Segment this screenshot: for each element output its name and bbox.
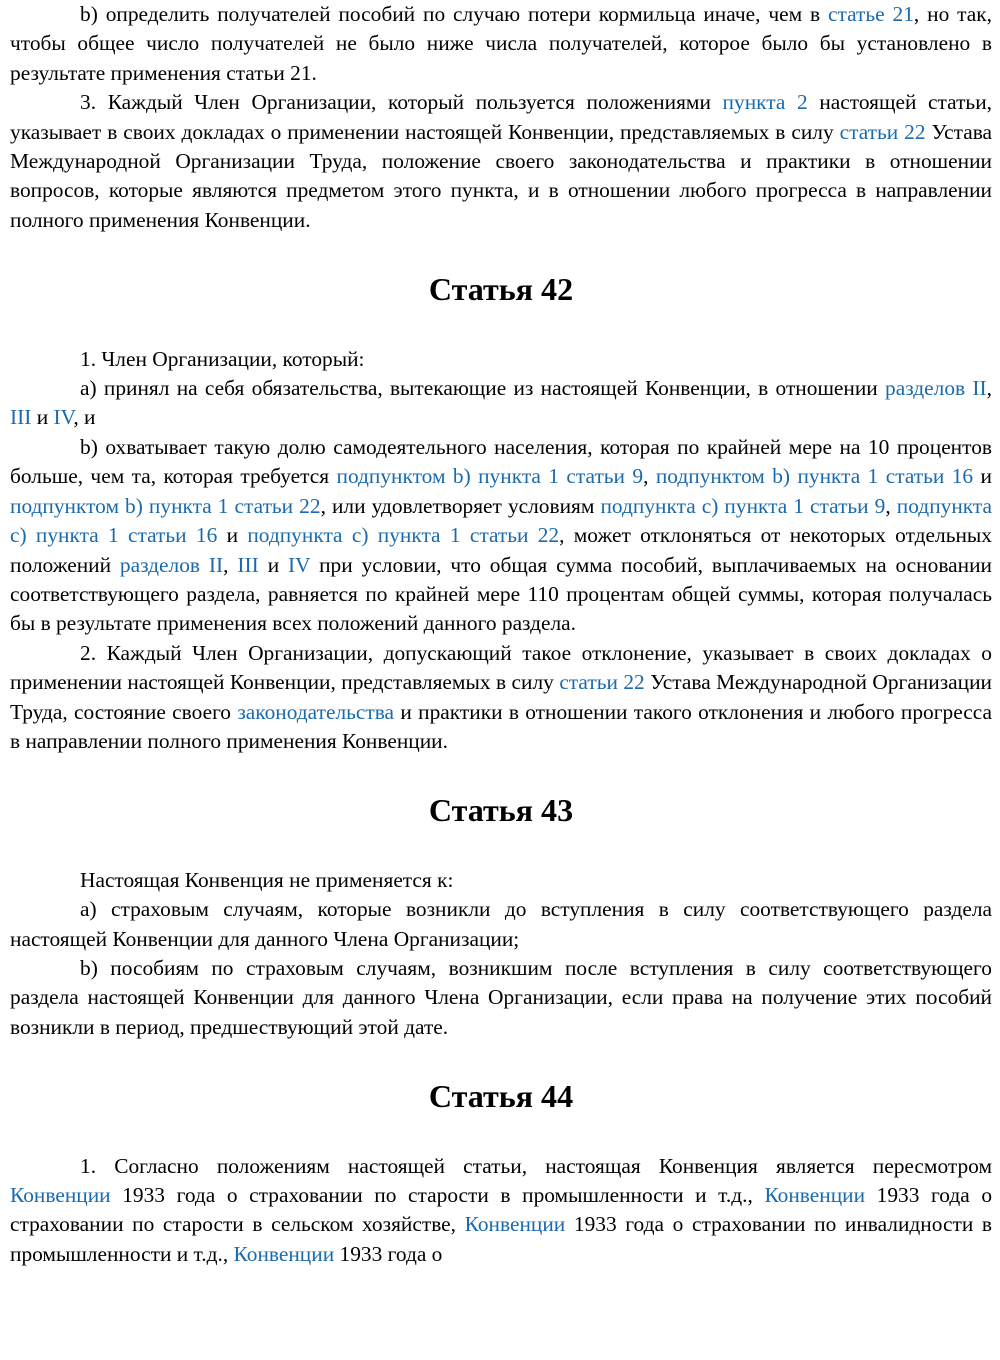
- spacer: [10, 826, 992, 866]
- text-run: a) страховым случаям, которые возникли до вступления в силу соответствующего раздела настоящей Конвенции для данного Члена Организации;: [10, 897, 992, 951]
- spacer: [10, 305, 992, 345]
- cross-reference-link[interactable]: III: [237, 552, 259, 577]
- cross-reference-link[interactable]: Конвенции: [233, 1241, 335, 1266]
- text-run: b) определить получателей пособий по случаю потери кормильца иначе, чем в: [80, 2, 828, 26]
- cross-reference-link[interactable]: законодательства: [237, 699, 395, 724]
- paragraph-43-b: [10, 954, 992, 1042]
- article-42-heading: Статья 42: [428, 271, 574, 308]
- cross-reference-link[interactable]: IV: [288, 552, 311, 577]
- text-run: b) охватывает такую долю самодеятельного населения, которая по крайней мере на 10 процентов больше, чем та, которая требуется: [10, 434, 992, 489]
- cross-reference-link[interactable]: статьи 22: [559, 670, 645, 695]
- text-run: 1933 года о: [334, 1241, 443, 1266]
- text-run: ,: [885, 493, 897, 518]
- text-run: , но так, чтобы общее число получателей не было ниже числа получателей, которое было бы установлено в результате применения статьи 21.: [10, 2, 992, 85]
- text-run: 1. Согласно положениям настоящей статьи, настоящая Конвенция является пересмотром: [80, 1153, 992, 1178]
- text-run: ,: [643, 464, 656, 489]
- text-run: 1933 года о страховании по старости в промышленности и т.д.,: [110, 1183, 765, 1207]
- cross-reference-link[interactable]: подпункта c) пункта 1 статьи 22: [247, 523, 560, 548]
- text-run: Устава Международной Организации Труда, состояние своего: [10, 670, 992, 724]
- text-run: b) пособиям по страховым случаям, возникшим после вступления в силу соответствующего раздела настоящей Конвенции для данного Члена Организации, если права на получение этих пособий возникли в период, предшествующий этой дате.: [10, 955, 992, 1039]
- spacer: [10, 235, 992, 275]
- paragraph-42-2: [10, 639, 992, 757]
- article-44-heading: Статья 44: [428, 1078, 574, 1115]
- cross-reference-link[interactable]: статье 21: [827, 2, 914, 26]
- text-run: и: [258, 552, 289, 577]
- text-run: 1933 года о страховании по старости в сельском хозяйстве,: [10, 1183, 993, 1237]
- text-run: при условии, что общая сумма пособий, выплачиваемых на основании соответствующего раздела, равняется по крайней мере 110 процентам общей суммы, которая получалась бы в результате применения всех положений данного раздела.: [10, 552, 992, 636]
- text-run: ,: [223, 552, 238, 577]
- text-run: , и: [73, 405, 96, 430]
- cross-reference-link[interactable]: пункта 2: [722, 90, 808, 115]
- cross-reference-link[interactable]: подпункта c) пункта 1 статьи 16: [10, 493, 992, 548]
- text-run: и: [973, 464, 992, 489]
- paragraph-41-3: [10, 88, 992, 235]
- paragraph-42-1b: [10, 433, 992, 639]
- spacer: [10, 756, 992, 796]
- text-run: и: [217, 523, 248, 548]
- text-run: , может отклоняться от некоторых отдельных положений: [10, 523, 992, 577]
- paragraph-44-1: [10, 1152, 992, 1270]
- text-run: 1. Член Организации, который:: [80, 346, 365, 371]
- text-run: 2. Каждый Член Организации, допускающий такое отклонение, указывает в своих докладах о применении настоящей Конвенции, представляемых в силу: [10, 640, 992, 695]
- spacer: [10, 1112, 992, 1152]
- cross-reference-link[interactable]: подпункта c) пункта 1 статьи 9: [600, 493, 886, 518]
- text-run: и практики в отношении такого отклонения и любого прогресса в направлении полного применения Конвенции.: [10, 699, 992, 753]
- paragraph-42-1: [10, 345, 992, 374]
- cross-reference-link[interactable]: III: [10, 405, 32, 430]
- text-run: , или удовлетворяет условиям: [320, 493, 601, 518]
- text-run: 1933 года о страховании по инвалидности в промышленности и т.д.,: [10, 1212, 992, 1266]
- cross-reference-link[interactable]: подпунктом b) пункта 1 статьи 22: [10, 493, 321, 518]
- cross-reference-link[interactable]: подпунктом b) пункта 1 статьи 16: [655, 464, 974, 489]
- spacer: [10, 1042, 992, 1082]
- document-page: [10, 0, 992, 1269]
- cross-reference-link[interactable]: разделов II: [119, 552, 224, 577]
- text-run: настоящей статьи, указывает в своих докладах о применении настоящей Конвенции, представляемых в силу: [10, 90, 992, 144]
- cross-reference-link[interactable]: Конвенции: [10, 1183, 111, 1207]
- cross-reference-link[interactable]: Конвенции: [464, 1212, 566, 1237]
- cross-reference-link[interactable]: Конвенции: [764, 1183, 866, 1207]
- text-run: Устава Международной Организации Труда, положение своего законодательства и практики в отношении вопросов, которые являются предметом этого пункта, и в отношении любого прогресса в направлении полного применения Конвенции.: [10, 119, 993, 232]
- cross-reference-link[interactable]: подпунктом b) пункта 1 статьи 9: [336, 464, 644, 489]
- paragraph-43-intro: [10, 866, 992, 895]
- paragraph-41-2b: [10, 0, 992, 88]
- paragraph-42-1a: [10, 374, 992, 433]
- article-43-heading: Статья 43: [428, 792, 574, 829]
- text-run: 3. Каждый Член Организации, который пользуется положениями: [80, 90, 723, 115]
- text-run: и: [31, 405, 54, 430]
- cross-reference-link[interactable]: статьи 22: [839, 119, 926, 144]
- cross-reference-link[interactable]: разделов II: [885, 376, 987, 401]
- text-run: ,: [986, 376, 993, 401]
- text-run: Настоящая Конвенция не применяется к:: [80, 867, 454, 892]
- paragraph-43-a: [10, 895, 992, 954]
- text-run: a) принял на себя обязательства, вытекающие из настоящей Конвенции, в отношении: [80, 376, 886, 401]
- cross-reference-link[interactable]: IV: [53, 405, 74, 430]
